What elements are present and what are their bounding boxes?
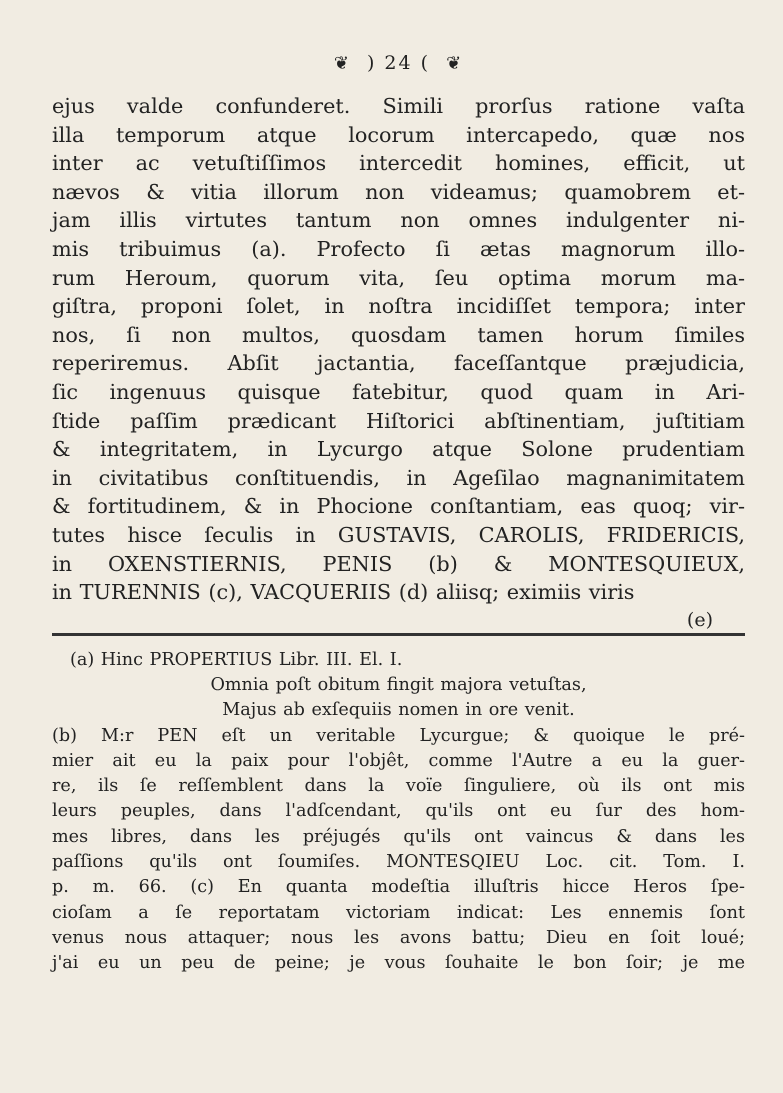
text-line: mis tribuimus (a). Profecto ſi ætas magnorum illo- bbox=[52, 236, 745, 261]
text-line: jam illis virtutes tantum non omnes indulgenter ni- bbox=[52, 208, 745, 233]
text-line: & integritatem, in Lycurgo atque Solone prudentiam bbox=[52, 437, 745, 462]
text-line: ejus valde confunderet. Simili prorſus ratione vaſta bbox=[52, 94, 745, 118]
text-line: in OXENSTIERNIS, PENIS (b) & MONTESQUIEUX, bbox=[52, 551, 745, 576]
footnote-line: p. m. 66. (c) En quanta modeſtia illuſtris hicce Heros ſpe- bbox=[52, 877, 745, 898]
text-line: inter ac vetuſtiſſimos intercedit homines, efficit, ut bbox=[52, 151, 745, 176]
footnote-line: mier ait eu la paix pour l'objêt, comme l'Autre a eu la guer- bbox=[52, 750, 745, 771]
footnote-line: (a) Hinc PROPERTIUS Libr. III. El. I. bbox=[70, 649, 403, 670]
text-line: rum Heroum, quorum vita, ſeu optima morum ma- bbox=[52, 265, 745, 290]
footnote-divider bbox=[52, 633, 745, 636]
footnote-line: venus nous attaquer; nous les avons battu; Dieu en ſoit loué; bbox=[52, 927, 745, 948]
text-line: & fortitudinem, & in Phocione conſtantiam, eas quoq; vir- bbox=[52, 494, 745, 519]
footnote-line: (b) M:r PEN eſt un veritable Lycurgue; & quoique le pré- bbox=[52, 725, 745, 746]
text-line: in civitatibus conſtituendis, in Ageſilao magnanimitatem bbox=[52, 465, 745, 490]
text-line: reperiremus. Abſit jactantia, faceſſantque præjudicia, bbox=[52, 351, 745, 376]
footnote-line: cioſam a ſe reportatam victoriam indicat: Les ennemis ſont bbox=[52, 902, 745, 923]
ornament-left-icon: ❦ bbox=[333, 53, 351, 74]
text-line: giſtra, proponi ſolet, in noſtra incidiſſet tempora; inter bbox=[52, 294, 745, 319]
ornament-right-icon: ❦ bbox=[446, 53, 464, 74]
page-header bbox=[52, 52, 745, 74]
text-line: in TURENNIS (c), VACQUERIIS (d) aliisq; eximiis viris bbox=[52, 580, 635, 605]
text-line: ſtide paſſim prædicant Hiſtorici abſtinentiam, juſtitiam bbox=[52, 408, 745, 433]
text-line: nos, ſi non multos, quosdam tamen horum ſimiles bbox=[52, 322, 745, 347]
text-line: tutes hisce ſeculis in GUSTAVIS, CAROLIS, FRIDERICIS, bbox=[52, 522, 745, 547]
text-line: nævos & vitia illorum non videamus; quamobrem et- bbox=[52, 179, 745, 204]
text-line: illa temporum atque locorum intercapedo, quæ nos bbox=[52, 122, 745, 147]
footnote-verse: Majus ab exſequiis nomen in ore venit. bbox=[222, 700, 575, 721]
footnote-verse: Omnia poſt obitum fingit majora vetuſtas, bbox=[210, 674, 587, 695]
footnote-line: mes libres, dans les préjugés qu'ils ont vaincus & dans les bbox=[52, 826, 745, 847]
catchword: (e) bbox=[686, 608, 713, 631]
page-number: ) 24 ( bbox=[366, 52, 431, 74]
footnotes bbox=[52, 648, 745, 977]
footnote-line: leurs peuples, dans l'adſcendant, qu'ils ont eu ſur des hom- bbox=[52, 801, 745, 822]
footnote-line: re, ils ſe reſſemblent dans la voïe ſinguliere, où ils ont mis bbox=[52, 776, 745, 797]
main-text bbox=[52, 92, 745, 607]
footnote-line: paſſions qu'ils ont ſoumiſes. MONTESQIEU Loc. cit. Tom. I. bbox=[52, 852, 745, 873]
footnote-line: j'ai eu un peu de peine; je vous ſouhaite le bon ſoir; je me bbox=[52, 953, 745, 974]
text-line: ſic ingenuus quisque fatebitur, quod quam in Ari- bbox=[52, 379, 745, 404]
